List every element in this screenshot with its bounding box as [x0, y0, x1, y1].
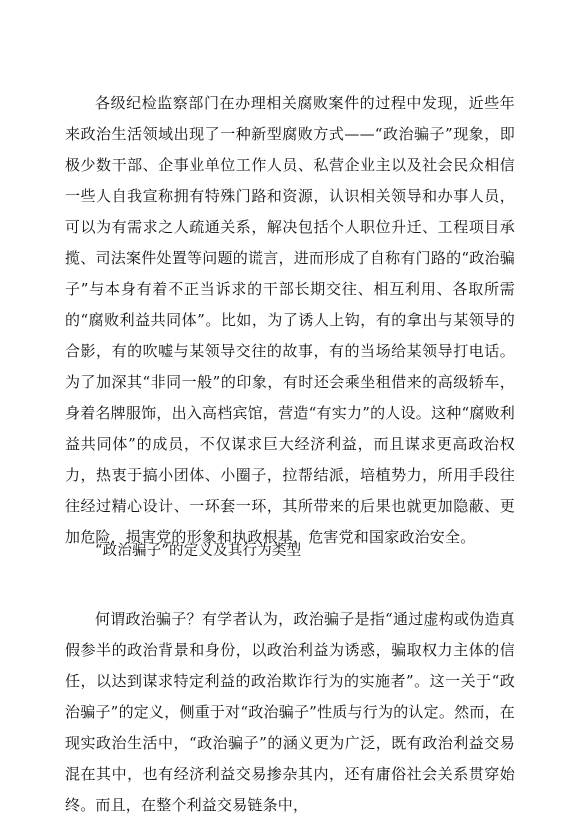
section-heading: “政治骗子”的定义及其行为类型 — [95, 543, 302, 559]
body-paragraph-2: 何谓政治骗子？有学者认为，政治骗子是指“通过虚构或伪造真假参半的政治背景和身份，以政治利益为诱惑，骗取权力主体的信任，以达到谋求特定利益的政治欺诈行为的实施者”。这一关于“政治骗子”的定义，侧重于对“政治骗子”性质与行为的认定。然而，在现实政治生活中，“政治骗子”的涵义更为广泛，既有政治利益交易混在其中，也有经济利益交易掺杂其内，还有庸俗社会关系贯穿始终。而且，在整个利益交易链条中， — [65, 610, 515, 814]
body-paragraph-1: 各级纪检监察部门在办理相关腐败案件的过程中发现，近些年来政治生活领域出现了一种新型腐败方式——“政治骗子”现象，即极少数干部、企事业单位工作人员、私营企业主以及社会民众相信一些人自我宣称拥有特殊门路和资源，认识相关领导和办事人员，可以为有需求之人疏通关系，解决包括个人职位升迁、工程项目承揽、司法案件处置等问题的谎言，进而形成了自称有门路的“政治骗子”与本身有着不正当诉求的干部长期交往、相互利用、各取所需的“腐败利益共同体”。比如，为了诱人上钩，有的拿出与某领导的合影，有的吹嘘与某领导交往的故事，有的当场给某领导打电话。为了加深其“非同一般”的印象，有时还会乘坐租借来的高级轿车，身着名牌服饰，出入高档宾馆，营造“有实力”的人设。这种“腐败利益共同体”的成员，不仅谋求巨大经济利益，而且谋求更高政治权力，热衷于搞小团体、小圈子，拉帮结派，培植势力，所用手段往往经过精心设计、一环套一环，其所带来的后果也就更加隐蔽、更加危险，损害党的形象和执政根基，危害党和国家政治安全。 — [65, 94, 515, 546]
